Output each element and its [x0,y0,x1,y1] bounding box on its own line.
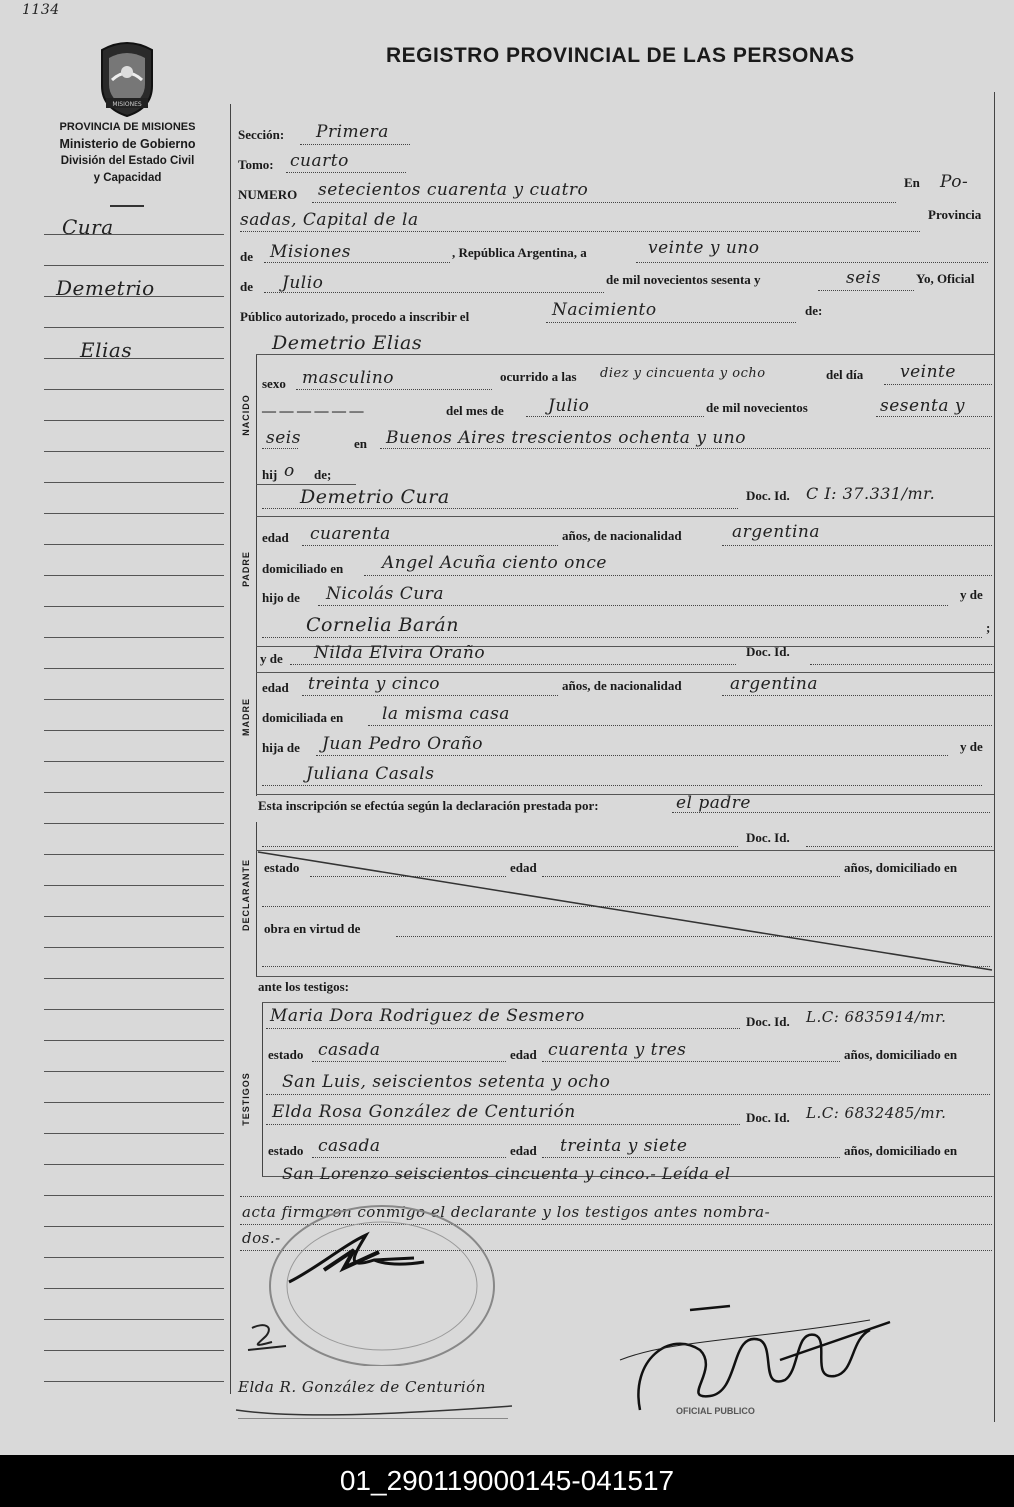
margin-first-name: Demetrio [56,276,155,300]
sexo-value: masculino [302,368,395,388]
margin-ruled-line [44,761,224,762]
testigo1-estado-label: estado [268,1047,304,1062]
provincia-name: Misiones [270,242,351,262]
seccion-label: Sección: [238,127,285,142]
testigo1-doc-value: L.C: 6835914/mr. [806,1008,947,1026]
padre-nac-value: argentina [732,522,821,542]
lugar-value: Buenos Aires trescientos ochenta y uno [386,428,746,448]
testigo1-anos-label: años, domiciliado en [844,1047,958,1062]
madre-top-line [256,672,994,673]
margin-ruled-line [44,1381,224,1382]
margin-ruled-line [44,1164,224,1165]
madre-y-de-label: y de [960,739,983,754]
margin-ruled-line [44,1350,224,1351]
madre-madre-line [262,785,982,786]
witness-signature-name: Elda R. González de Centurión [238,1378,486,1396]
margin-ruled-line [44,637,224,638]
testigo1-edad-line [542,1061,840,1062]
acto-line [546,322,796,323]
margin-ruled-line [44,606,224,607]
testigo2-estado: casada [318,1136,381,1156]
testigo1-edad-label: edad [510,1047,537,1062]
testigo2-nombre: Elda Rosa González de Centurión [272,1102,576,1122]
tomo-label: Tomo: [238,157,274,172]
republica-label: , República Argentina, a [452,245,587,260]
margin-ruled-line [44,947,224,948]
officer-stamp-text: OFICIAL PUBLICO [676,1406,755,1416]
madre-nac-value: argentina [730,674,819,694]
blank-dash: — — — — — — [262,404,364,419]
madre-edad-value: treinta y cinco [308,674,440,694]
issuer-capacity: y Capacidad [93,172,162,184]
padre-nac-line [722,545,992,546]
mes-nac-value: Julio [548,396,590,416]
corner-note: 1134 [22,2,60,18]
testigo1-nombre: Maria Dora Rodriguez de Sesmero [270,1006,585,1026]
margin-ruled-line [44,1195,224,1196]
margin-ruled-line [44,389,224,390]
margin-ruled-line [44,327,224,328]
side-label-testigos: TESTIGOS [241,1072,251,1126]
en-lower-label: en [354,436,367,451]
padre-dom-label: domiciliado en [262,561,344,576]
margin-ruled-line [44,1133,224,1134]
padre-nombre: Demetrio Cura [300,486,450,508]
main-left-border [230,104,231,1394]
del-mes-label: del mes de [446,403,504,418]
issuer-division: División del Estado Civil [60,155,195,167]
testigo2-estado-line [312,1157,506,1158]
issuer-block [30,119,225,187]
city-line [240,231,920,232]
officer-signature [610,1300,930,1430]
city-part2: sadas, Capital de la [240,210,419,230]
testigo1-edad: cuarenta y tres [548,1040,687,1060]
page-title: REGISTRO PROVINCIAL DE LAS PERSONAS [386,44,855,67]
margin-ruled-line [44,482,224,483]
acto-value: Nacimiento [552,300,657,320]
testigo1-dom-line [266,1094,990,1095]
testigo1-nombre-line [266,1028,740,1029]
margin-ruled-line [44,544,224,545]
testigo1-doc-label: Doc. Id. [746,1014,790,1029]
anio-nac-line [876,416,992,417]
side-label-declarante: DECLARANTE [241,859,251,931]
madre-dom-label: domiciliada en [262,710,344,725]
side-label-madre: MADRE [241,698,251,736]
margin-ruled-line [44,1071,224,1072]
seal-label: MISIONES [112,101,142,108]
witness-signature-flourish [232,1396,522,1426]
margin-ruled-line [44,1288,224,1289]
numero-line [312,202,896,203]
margin-ruled-line [44,823,224,824]
declarante-bottom-line [256,976,994,977]
testigo1-estado: casada [318,1040,381,1060]
inscripcion-label: Esta inscripción se efectúa según la declaración prestada por: [258,798,599,813]
closing-text-2: acta firmaron conmigo el declarante y los testigos antes nombra- [242,1203,771,1221]
margin-ruled-line [44,1102,224,1103]
issuer-ministry: Ministerio de Gobierno [59,137,196,151]
madre-dom-value: la misma casa [382,704,510,724]
padre-madre-value: Cornelia Barán [306,614,459,636]
declarante-value: el padre [676,793,751,813]
closing-text-3: dos.- [242,1229,281,1247]
padre-hijo-label: hijo de [262,590,300,605]
testigo1-estado-line [312,1061,506,1062]
testigo2-dom: San Lorenzo seiscientos cincuenta y cinco.- Leída el [282,1164,731,1183]
testigo2-edad-line [542,1157,840,1158]
small-signature-mark [244,1320,294,1360]
hij-suffix: o [284,461,295,481]
padre-nac-label: años, de nacionalidad [562,528,682,543]
madre-bottom-line [256,794,994,795]
testigo2-doc-value: L.C: 6832485/mr. [806,1104,947,1122]
provincia-name-line [264,262,450,263]
madre-nombre: Nilda Elvira Oraño [314,643,486,663]
padre-edad-line [302,545,558,546]
padre-edad-value: cuarenta [310,524,391,544]
madre-yde-label: y de [260,651,283,666]
testigo2-edad: treinta y siete [560,1136,688,1156]
provincia-label: Provincia [928,207,982,222]
declarant-signature [284,1230,434,1290]
en-label: En [904,175,920,190]
declarante-nombre-line [262,846,738,847]
declarante-estado-label: estado [264,860,300,875]
padre-edad-label: edad [262,530,289,545]
hora-value: diez y cincuenta y ocho [600,366,766,381]
sexo-label: sexo [262,376,286,391]
madre-dom-line [368,725,992,726]
margin-ruled-line [44,854,224,855]
padre-padre-value: Nicolás Cura [326,584,444,604]
margin-ruled-line [44,296,224,297]
hij-label: hij [262,467,278,482]
publico-label: Público autorizado, procedo a inscribir el [240,309,470,324]
margin-ruled-line [44,234,224,235]
testigo2-doc-label: Doc. Id. [746,1110,790,1125]
declarante-doc-line [806,846,992,847]
margin-ruled-line [44,265,224,266]
scan-footer-id: 01_290119000145-041517 [0,1455,1014,1507]
testigo2-anos-label: años, domiciliado en [844,1143,958,1158]
sexo-line [296,389,492,390]
de-label-2: de [240,279,253,294]
margin-ruled-line [44,420,224,421]
de-colon-label: de: [805,303,823,318]
anio-nac-value-2: seis [266,428,301,448]
margin-ruled-line [44,1319,224,1320]
yo-oficial-label: Yo, Oficial [916,271,975,286]
padre-y-de-label: y de [960,587,983,602]
madre-nac-line [722,695,992,696]
obra-label: obra en virtud de [264,921,361,936]
numero-value: setecientos cuarenta y cuatro [318,180,589,200]
main-right-border [994,92,995,1422]
madre-padre-value: Juan Pedro Oraño [322,734,484,754]
margin-ruled-line [44,1040,224,1041]
seccion-value: Primera [316,122,389,142]
mes-value: Julio [282,273,324,293]
section-left-border [256,354,257,796]
margin-ruled-line [44,668,224,669]
margin-ruled-line [44,978,224,979]
margin-ruled-line [44,1009,224,1010]
margin-second-name: Elias [80,338,133,362]
padre-dom-line [364,575,992,576]
padre-doc-label: Doc. Id. [746,488,790,503]
madre-doc-label: Doc. Id. [746,644,790,659]
anio-value: seis [846,268,881,288]
margin-ruled-line [44,699,224,700]
dia-nac-line [884,384,992,385]
madre-nac-label: años, de nacionalidad [562,678,682,693]
anio-line [818,290,914,291]
mil-nov-label: de mil novecientos [706,400,808,415]
testigos-left-border [262,1002,263,1176]
margin-ruled-line [44,451,224,452]
madre-madre-value: Juliana Casals [306,764,435,784]
margin-ruled-line [44,1257,224,1258]
mes-nac-line [526,416,704,417]
dia-line [636,262,988,263]
padre-nombre-line [262,508,738,509]
coat-of-arms-logo [92,36,162,118]
tomo-line [286,172,406,173]
margin-ruled-line [44,916,224,917]
margin-surname: Cura [62,215,114,239]
madre-nombre-line [290,664,736,665]
padre-semicolon: ; [986,620,991,635]
margin-ruled-line [44,1226,224,1227]
declarante-edad-label: edad [510,860,537,875]
nombre-line [256,354,994,355]
madre-edad-label: edad [262,680,289,695]
padre-dom-value: Angel Acuña ciento once [382,553,607,573]
padre-top-line [256,516,994,517]
margin-ruled-line [44,358,224,359]
issuer-province: PROVINCIA DE MISIONES [59,121,196,133]
testigo2-edad-label: edad [510,1143,537,1158]
nacido-bottom-line [256,484,356,485]
seccion-line [300,144,410,145]
margin-ruled-line [44,513,224,514]
strike-line [256,850,994,980]
margin-ruled-line [44,730,224,731]
declarante-doc-label: Doc. Id. [746,830,790,845]
testigos-top-line [262,1002,994,1003]
anio-nac-2-line [262,448,298,449]
declarante-anos-label: años, domiciliado en [844,860,958,875]
madre-doc-line [810,664,992,665]
tomo-value: cuarto [290,151,349,171]
side-label-padre: PADRE [241,551,251,587]
madre-padre-line [316,755,948,756]
padre-madre-line [262,637,982,638]
nombre-value: Demetrio Elias [272,332,423,354]
lugar-line [380,448,990,449]
ocurrido-label: ocurrido a las [500,369,577,384]
dia-nac-value: veinte [900,362,956,382]
dia-value: veinte y uno [648,238,760,258]
witness-signature-line [238,1418,508,1419]
margin-ruled-line [44,575,224,576]
madre-edad-line [302,695,558,696]
anio-nac-value-1: sesenta y [880,396,965,416]
mil-sesenta-label: de mil novecientos sesenta y [606,272,761,287]
testigo2-estado-label: estado [268,1143,304,1158]
city-part1: Po- [940,172,969,192]
side-label-nacido: NACIDO [241,394,251,436]
testigo2-nombre-line [266,1124,740,1125]
ante-testigos-label: ante los testigos: [258,979,349,994]
margin-ruled-line [44,792,224,793]
margin-ruled-line [44,885,224,886]
de-label-1: de [240,249,253,264]
de-semicolon-label: de; [314,467,332,482]
numero-label: NUMERO [238,187,298,202]
issuer-divider [110,205,144,207]
madre-hija-label: hija de [262,740,300,755]
padre-padre-line [318,605,948,606]
del-dia-label: del día [826,367,864,382]
testigo1-dom: San Luis, seiscientos setenta y ocho [282,1072,611,1092]
padre-doc-value: C I: 37.331/mr. [806,484,936,503]
